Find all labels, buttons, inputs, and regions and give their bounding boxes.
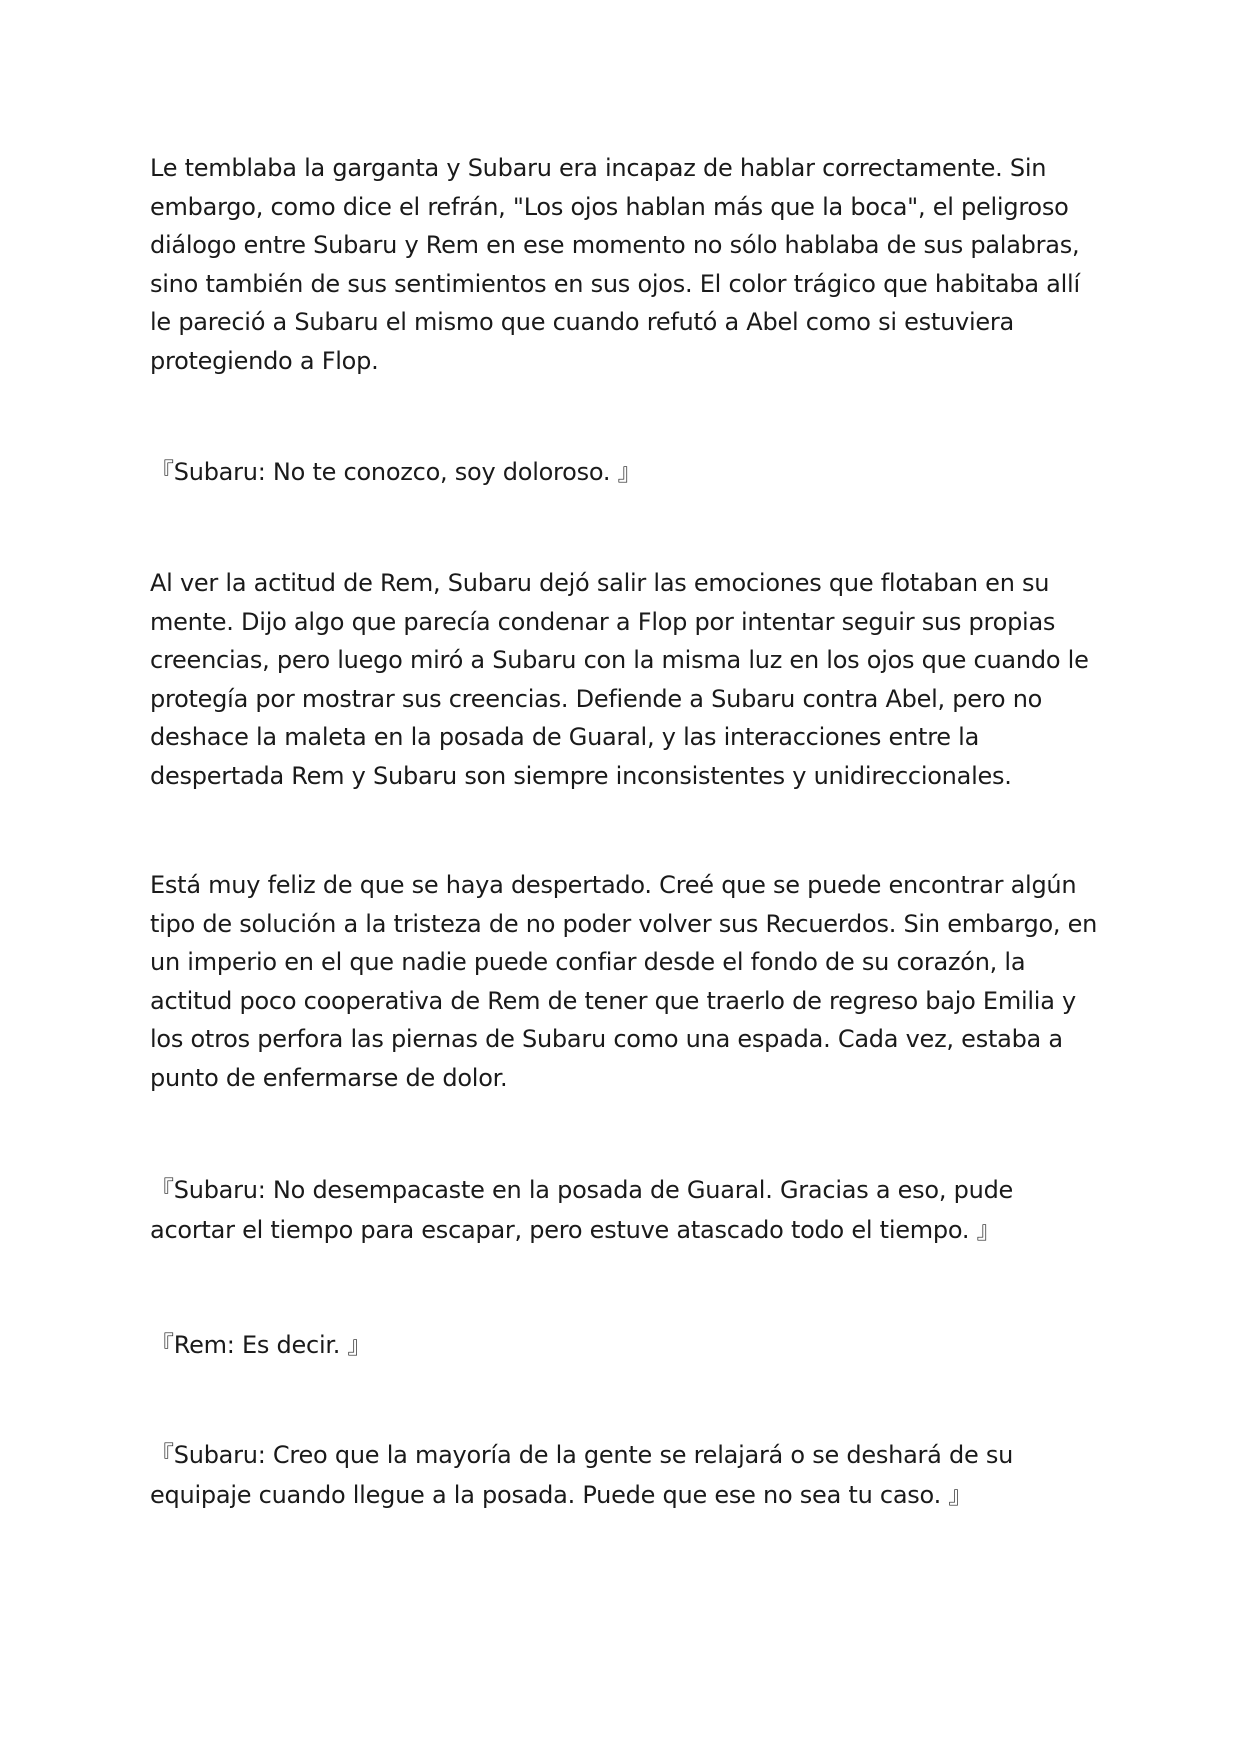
dialogue-subaru-no-te-conozco: 『Subaru: No te conozco, soy doloroso. 』 — [150, 458, 642, 486]
dialogue-rem-es-decir: 『Rem: Es decir. 』 — [150, 1331, 372, 1359]
dialogue-subaru-creo-que: 『Subaru: Creo que la mayoría de la gente se relajará o se deshará de su equipaje cuando llegue a la posada. Puede que ese no sea tu caso. 』 — [150, 1441, 1014, 1509]
paragraph-happy-awakened: Está muy feliz de que se haya despertado. Creé que se puede encontrar algún tipo de solución a la tristeza de no poder volver sus Recuerdos. Sin embargo, en un imperio en el que nadie puede confiar desde el fondo de su corazón, la actitud poco cooperativa de Rem de tener que traerlo de regreso bajo Emilia y los otros perfora las piernas de Subaru como una espada. Cada vez, estaba a punto de enfermarse de dolor. — [150, 871, 1098, 1092]
paragraph-subaru-throat: Le temblaba la garganta y Subaru era incapaz de hablar correctamente. Sin embargo, como dice el refrán, "Los ojos hablan más que la boca", el peligroso diálogo entre Subaru y Rem en ese momento no sólo hablaba de sus palabras, sino también de sus sentimientos en sus ojos. El color trágico que habitaba allí le pareció a Subaru el mismo que cuando refutó a Abel como si estuviera protegiendo a Flop. — [150, 154, 1080, 375]
paragraph-rem-attitude: Al ver la actitud de Rem, Subaru dejó salir las emociones que flotaban en su mente. Dijo algo que parecía condenar a Flop por intentar seguir sus propias creencias, pero luego miró a Subaru con la misma luz en los ojos que cuando le protegía por mostrar sus creencias. Defiende a Subaru contra Abel, pero no deshace la maleta en la posada de Guaral, y las interacciones entre la despertada Rem y Subaru son siempre inconsistentes y unidireccionales. — [150, 569, 1089, 790]
dialogue-subaru-no-desempacaste: 『Subaru: No desempacaste en la posada de Guaral. Gracias a eso, pude acortar el tiempo para escapar, pero estuve atascado todo el tiempo. 』 — [150, 1176, 1014, 1244]
